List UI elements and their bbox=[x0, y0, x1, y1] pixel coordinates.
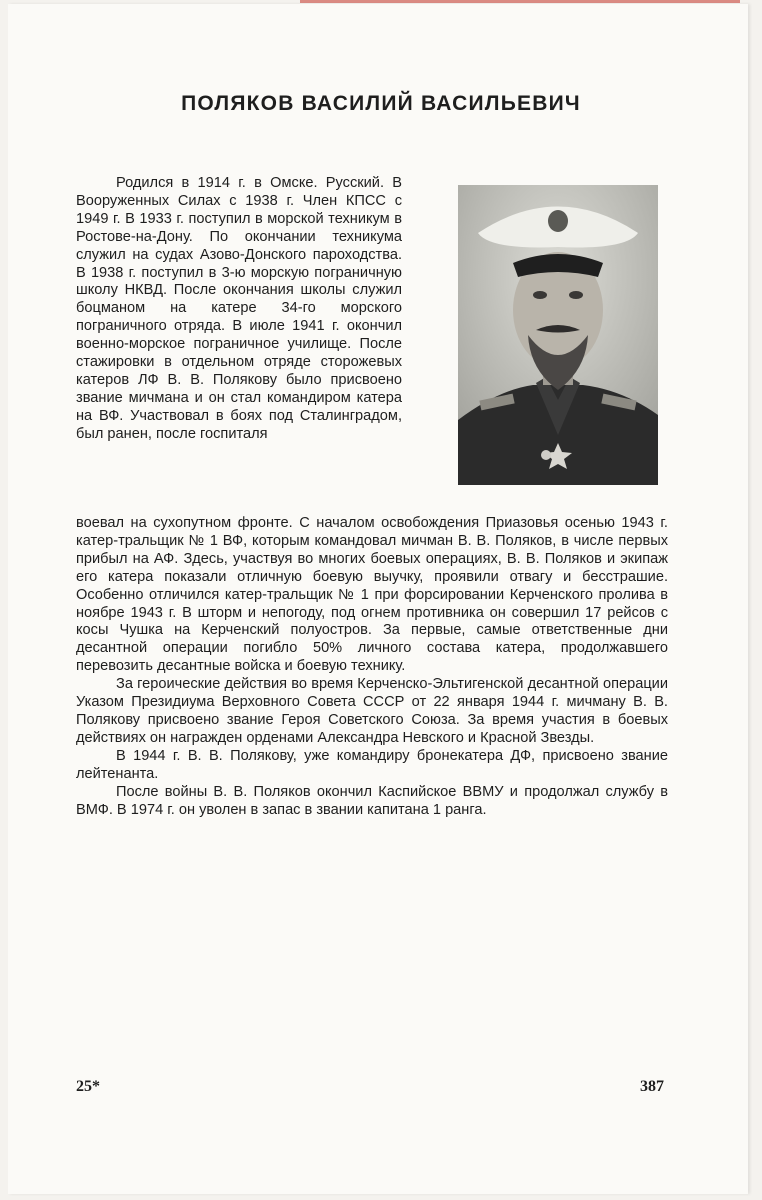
paragraph-3: За героические действия во время Керченско-Эльтигенской десантной операции Указом Президиума Верховного Совета СССР от 22 января 1944 г. мичману В. В. Полякову присвоено звание Героя Советского Союза. За время участия в боевых действиях он награжден орденами Александра Невского и Красной Звезды. bbox=[76, 676, 668, 746]
portrait-illustration bbox=[458, 185, 658, 485]
paragraph-2: воевал на сухопутном фронте. С началом освобождения Приазовья осенью 1943 г. катер-тральщик № 1 ВФ, которым командовал мичман В. В. Поляков, в числе первых прибыл на АФ. Здесь, участвуя во многих боевых операциях, В. В. Поляков и экипаж его катера показали отличную боевую выучку, проявили отвагу и бесстрашие. Особенно отличился катер-тральщик № 1 при форсировании Керченского пролива в ноябре 1943 г. В шторм и непогоду, под огнем противника он совершил 17 рейсов с косы Чушка на Керченский полуостров. За первые, самые ответственные дни десантной операции погибло 50% личного состава катера, продолжавшего перевозить десантные войска и боевую технику. bbox=[76, 515, 668, 675]
paragraph-5: После войны В. В. Поляков окончил Каспийское ВВМУ и продолжал службу в ВМФ. В 1974 г. он уволен в запас в звании капитана 1 ранга. bbox=[76, 783, 668, 818]
portrait-photo bbox=[458, 185, 658, 485]
paragraph-1: Родился в 1914 г. в Омске. Русский. В Вооруженных Силах с 1938 г. Член КПСС с 1949 г. В 1933 г. поступил в морской техникум в Ростове-на-Дону. По окончании техникума служил на судах Азово-Донского пароходства. В 1938 г. поступил в 3-ю морскую пограничную школу НКВД. После окончания школы служил боцманом на катере 34-го морского пограничного отряда. В июле 1941 г. окончил военно-морское пограничное училище. После стажировки в отдельном отряде сторожевых катеров ЛФ В. В. Полякову было присвоено звание мичмана и он стал командиром катера на ВФ. Участвовал в боях под Сталинградом, был ранен, после госпиталя bbox=[76, 175, 402, 442]
page-title: ПОЛЯКОВ ВАСИЛИЙ ВАСИЛЬЕВИЧ bbox=[181, 92, 581, 115]
signature-mark: 25* bbox=[76, 1078, 100, 1095]
column-paragraph bbox=[76, 175, 402, 444]
main-text bbox=[76, 515, 668, 819]
page-number: 387 bbox=[640, 1078, 664, 1095]
page-edge-mark bbox=[300, 0, 740, 3]
paragraph-4: В 1944 г. В. В. Полякову, уже командиру бронекатера ДФ, присвоено звание лейтенанта. bbox=[76, 747, 668, 782]
